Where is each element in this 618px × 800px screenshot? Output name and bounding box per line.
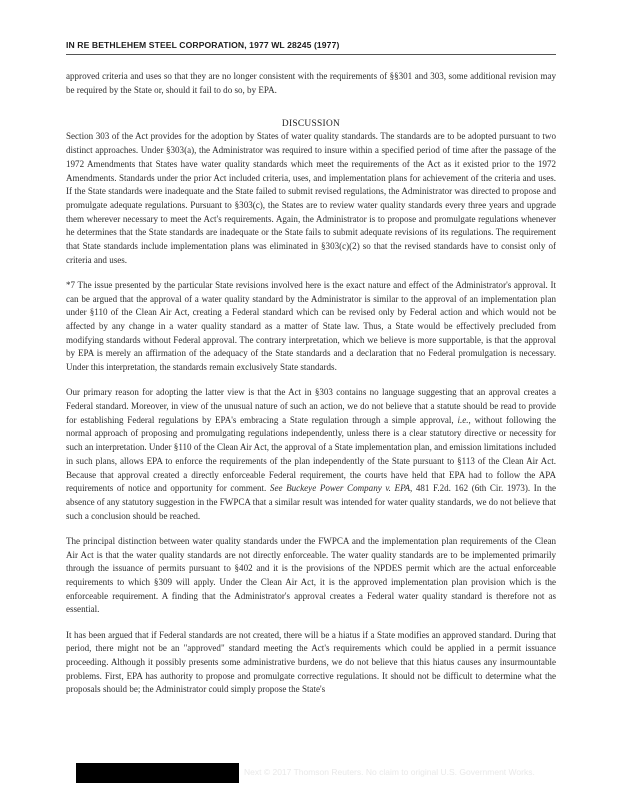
paragraph-continuation: approved criteria and uses so that they are no longer consistent with the requirements of §§301 and 303, some additional revision may be required by the State or, should it fail to do so, by EPA. bbox=[66, 71, 556, 95]
text-run: , without following the normal approach of proposing and promulgating regulations independently, unless there is a clear statutory directive or necessity for such an interpretation. Under §110 of the Clean Air Act, the approval of a State implementation plan, and emission limitations included in such plans, allows EPA to enforce the requirements of the plan independently of the State pursuant to §113 of the Clean Air Act. Because that approval created a directly enforceable Federal requirement, the courts have held that EPA had to follow the APA requirements of notice and opportunity for comment. bbox=[66, 414, 556, 494]
paragraph-hiatus: It has been argued that if Federal standards are not created, there will be a hiatus if a State modifies an approved standard. During that period, there might not be an "approved" standard meeting the Act's requirements which could be applied in a permit issuance proceeding. Although it possibly presents some administrative burdens, we do not believe that this hiatus causes any insurmountable problems. First, EPA has authority to propose and promulgate corrective regulations. It should not be difficult to determine what the proposals should be; the Administrator could simply propose the State's bbox=[66, 629, 556, 695]
paragraph-section-303: Section 303 of the Act provides for the adoption by States of water quality standards. The standards are to be adopted pursuant to two distinct approaches. Under §303(a), the Administrator was required to insure within a specified period of time after the passage of the 1972 Amendments that States have water quality standards which meet the requirements of the Act as it existed prior to the 1972 Amendments. Standards under the prior Act included criteria, uses, and implementation plans for achievement of the criteria and uses. If the State standards were inadequate and the State failed to submit revised regulations, the Administrator was directed to propose and promulgate adequate regulations. Pursuant to §303(c), the States are to review water quality standards every three years and upgrade them wherever necessary to meet the Act's requirements. Again, the Administrator is to propose and promulgate regulations whenever he determines that the State standards are inadequate or the State fails to submit adequate revisions of its regulations. The requirement that State standards include implementation plans was eliminated in §303(c)(2) so that the revised standards have to consist only of criteria and uses. bbox=[66, 131, 556, 265]
text-run: , 481 F.2d. 162 (6th Cir. 1973). In the absence of any statutory suggestion in the FWPCA that a similar result was intended for water quality standards, we do not believe that such a conclusion should be reached. bbox=[66, 483, 557, 521]
text-run: Our primary reason for adopting the latter view is that the Act in §303 contains no language suggesting that an approval creates a Federal standard. Moreover, in view of the unusual nature of such an action, we do not believe that a statute should be read to provide for establishing Federal regulations by EPA's embracing a State regulation through a simple approval, bbox=[66, 387, 556, 425]
header-divider bbox=[66, 54, 556, 55]
footer-black-bar bbox=[76, 763, 239, 783]
paragraph-primary-reason bbox=[66, 386, 556, 523]
case-citation-italic: See Buckeye Power Company v. EPA bbox=[269, 483, 410, 494]
paragraph-principal-distinction: The principal distinction between water quality standards under the FWPCA and the implementation plan requirements of the Clean Air Act is that the water quality standards are not directly enforceable. The water quality standards are to be implemented primarily through the issuance of permits pursuant to §402 and it is the provisions of the NPDES permit which are the actual enforceable requirements to which §309 will apply. Under the Clean Air Act, it is the approved implementation plan provision which is the enforceable requirement. A finding that the Administrator's approval creates a Federal water quality standard is therefore not as essential. bbox=[66, 535, 556, 615]
italic-ie: i.e. bbox=[457, 414, 469, 425]
section-heading: DISCUSSION bbox=[281, 119, 341, 130]
case-citation: IN RE BETHLEHEM STEEL CORPORATION, 1977 WL 28245 (1977) bbox=[66, 40, 340, 50]
document-header bbox=[66, 40, 556, 50]
document-body bbox=[66, 70, 556, 709]
footer-copyright: Next © 2017 Thomson Reuters. No claim to original U.S. Government Works. bbox=[244, 767, 535, 777]
paragraph-issue-presented: *7 The issue presented by the particular State revisions involved here is the exact nature and effect of the Administrator's approval. It can be argued that the approval of a water quality standard by the Administrator is similar to the approval of an implementation plan under §110 of the Clean Air Act, creating a Federal standard which can be revised only by Federal action and which would not be affected by any change in a water quality standard as a matter of State law. Thus, a State would be effectively precluded from modifying standards without Federal approval. The contrary interpretation, which we believe is more supportable, is that the approval by EPA is merely an affirmation of the adequacy of the State standards and a declaration that no Federal promulgation is necessary. Under this interpretation, the standards remain exclusively State standards. bbox=[66, 279, 556, 373]
page-footer bbox=[76, 763, 556, 783]
